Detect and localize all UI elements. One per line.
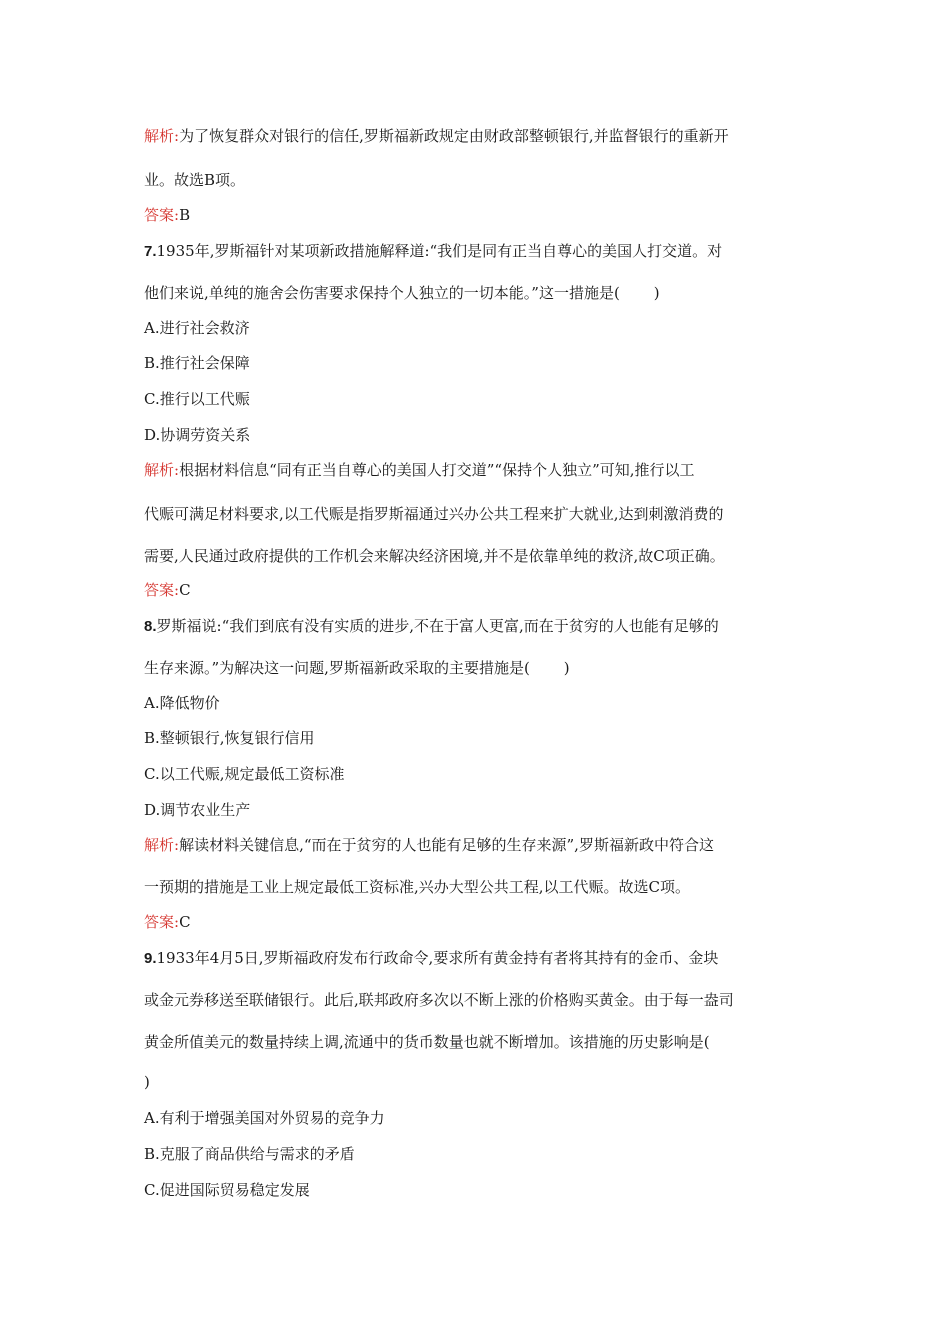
q9-stem-line: 9.1933年4月5日,罗斯福政府发布行政命令,要求所有黄金持有者将其持有的金币、金块: [144, 949, 719, 967]
analysis-label: 解析:: [144, 461, 180, 479]
q8-stem-line: 8.罗斯福说:“我们到底有没有实质的进步,不在于富人更富,而在于贫穷的人也能有足够的: [144, 617, 719, 635]
q9-option-b: B.克服了商品供给与需求的矛盾: [144, 1145, 355, 1163]
question-number: 7.: [144, 243, 157, 260]
q8-option-c: C.以工代赈,规定最低工资标准: [144, 765, 345, 783]
q8-option-a: A.降低物价: [144, 694, 220, 712]
q9-option-a: A.有利于增强美国对外贸易的竞争力: [144, 1109, 385, 1127]
q7-option-b: B.推行社会保障: [144, 354, 250, 372]
q8-analysis-line: 一预期的措施是工业上规定最低工资标准,兴办大型公共工程,以工代赈。故选C项。: [144, 878, 691, 896]
analysis-label: 解析:: [144, 836, 180, 854]
answer-label: 答案:: [144, 206, 180, 224]
q9-stem-line: 或金元券移送至联储银行。此后,联邦政府多次以不断上涨的价格购买黄金。由于每一盎司: [144, 991, 734, 1009]
answer-label: 答案:: [144, 581, 180, 599]
answer-label: 答案:: [144, 913, 180, 931]
q7-answer: 答案:C: [144, 581, 191, 599]
question-number: 9.: [144, 950, 157, 967]
q9-stem-line: 黄金所值美元的数量持续上调,流通中的货币数量也就不断增加。该措施的历史影响是(: [144, 1033, 710, 1051]
q7-analysis-line: 代赈可满足材料要求,以工代赈是指罗斯福通过兴办公共工程来扩大就业,达到刺激消费的: [144, 505, 724, 523]
q9-option-c: C.促进国际贸易稳定发展: [144, 1181, 310, 1199]
q7-analysis-line: 解析:根据材料信息“同有正当自尊心的美国人打交道”“保持个人独立”可知,推行以工: [144, 461, 695, 479]
q9-stem-line: ): [144, 1073, 150, 1091]
q6-analysis-line: 业。故选B项。: [144, 171, 246, 189]
analysis-label: 解析:: [144, 127, 180, 145]
q7-option-c: C.推行以工代赈: [144, 390, 250, 408]
q8-answer: 答案:C: [144, 913, 191, 931]
q8-analysis-line: 解析:解读材料关键信息,“而在于贫穷的人也能有足够的生存来源”,罗斯福新政中符合这: [144, 836, 714, 854]
q6-answer: 答案:B: [144, 206, 191, 224]
q8-option-d: D.调节农业生产: [144, 801, 251, 819]
q6-analysis-line: 解析:为了恢复群众对银行的信任,罗斯福新政规定由财政部整顿银行,并监督银行的重新开: [144, 127, 729, 145]
q7-stem-line: 他们来说,单纯的施舍会伤害要求保持个人独立的一切本能。”这一措施是( ): [144, 284, 660, 302]
q8-stem-line: 生存来源。”为解决这一问题,罗斯福新政采取的主要措施是( ): [144, 659, 570, 677]
q7-analysis-line: 需要,人民通过政府提供的工作机会来解决经济困境,并不是依靠单纯的救济,故C项正确。: [144, 547, 725, 565]
q7-stem-line: 7.1935年,罗斯福针对某项新政措施解释道:“我们是同有正当自尊心的美国人打交道。对: [144, 242, 723, 260]
question-number: 8.: [144, 618, 157, 635]
q8-option-b: B.整顿银行,恢复银行信用: [144, 729, 315, 747]
q7-option-a: A.进行社会救济: [144, 319, 250, 337]
q7-option-d: D.协调劳资关系: [144, 426, 251, 444]
